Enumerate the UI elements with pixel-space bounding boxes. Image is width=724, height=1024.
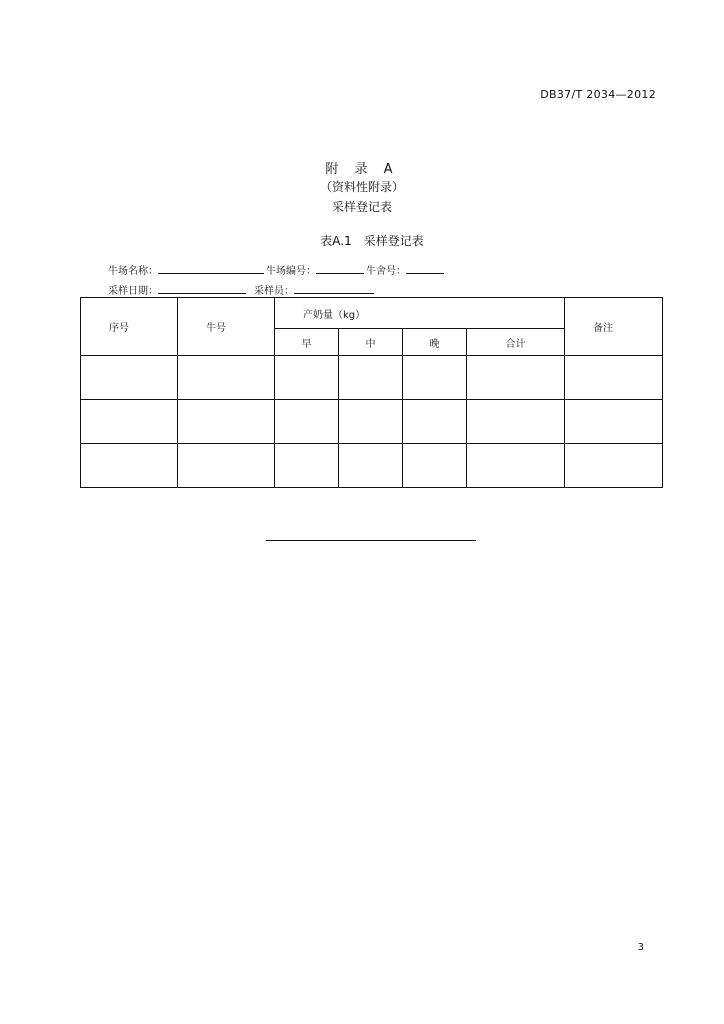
farm-code-label: 牛场编号：: [266, 266, 316, 277]
form-line-sampling: [108, 282, 376, 297]
sampler-label: 采样员：: [254, 286, 294, 297]
farm-name-blank: [158, 263, 264, 274]
header-noon: 中: [339, 329, 403, 356]
header-evening: 晚: [403, 329, 467, 356]
table-cell: [339, 400, 403, 444]
table-cell: [275, 444, 339, 488]
table-row: [81, 356, 663, 400]
sampling-register-table: [80, 297, 663, 488]
sample-date-label: 采样日期：: [108, 286, 158, 297]
barn-no-label: 牛舍号：: [366, 266, 406, 277]
table-caption: 表A.1 采样登记表: [320, 234, 424, 248]
table-cell: [178, 400, 275, 444]
header-total: 合计: [467, 329, 565, 356]
table-cell: [403, 400, 467, 444]
table-cell: [178, 356, 275, 400]
table-cell: [565, 400, 663, 444]
table-cell: [178, 444, 275, 488]
table-cell: [339, 356, 403, 400]
table-row: [81, 400, 663, 444]
table-cell: [565, 444, 663, 488]
table-cell: [81, 400, 178, 444]
farm-name-label: 牛场名称：: [108, 266, 158, 277]
appendix-title: 附 录 A: [325, 162, 399, 177]
header-cow-id: 牛号: [178, 298, 275, 356]
table-cell: [565, 356, 663, 400]
form-line-farm: [108, 262, 446, 277]
page-number: 3: [637, 942, 644, 953]
table-cell: [275, 356, 339, 400]
farm-code-blank: [316, 263, 364, 274]
header-morning: 早: [275, 329, 339, 356]
header-seq: 序号: [81, 298, 178, 356]
sample-date-blank: [158, 283, 246, 294]
document-end-line: [266, 540, 476, 541]
table-cell: [403, 444, 467, 488]
table-cell: [403, 356, 467, 400]
sampler-blank: [294, 283, 374, 294]
standard-code: DB37/T 2034—2012: [540, 88, 656, 101]
table-cell: [81, 356, 178, 400]
header-remark: 备注: [565, 298, 663, 356]
table-cell: [339, 444, 403, 488]
header-milk-yield: 产奶量（kg）: [275, 298, 565, 329]
appendix-subtitle: （资料性附录）: [319, 180, 404, 194]
appendix-name: 采样登记表: [331, 200, 392, 214]
table-cell: [467, 400, 565, 444]
table-cell: [81, 444, 178, 488]
table-cell: [467, 444, 565, 488]
table-cell: [275, 400, 339, 444]
table-cell: [467, 356, 565, 400]
table-row: [81, 444, 663, 488]
barn-no-blank: [406, 263, 444, 274]
